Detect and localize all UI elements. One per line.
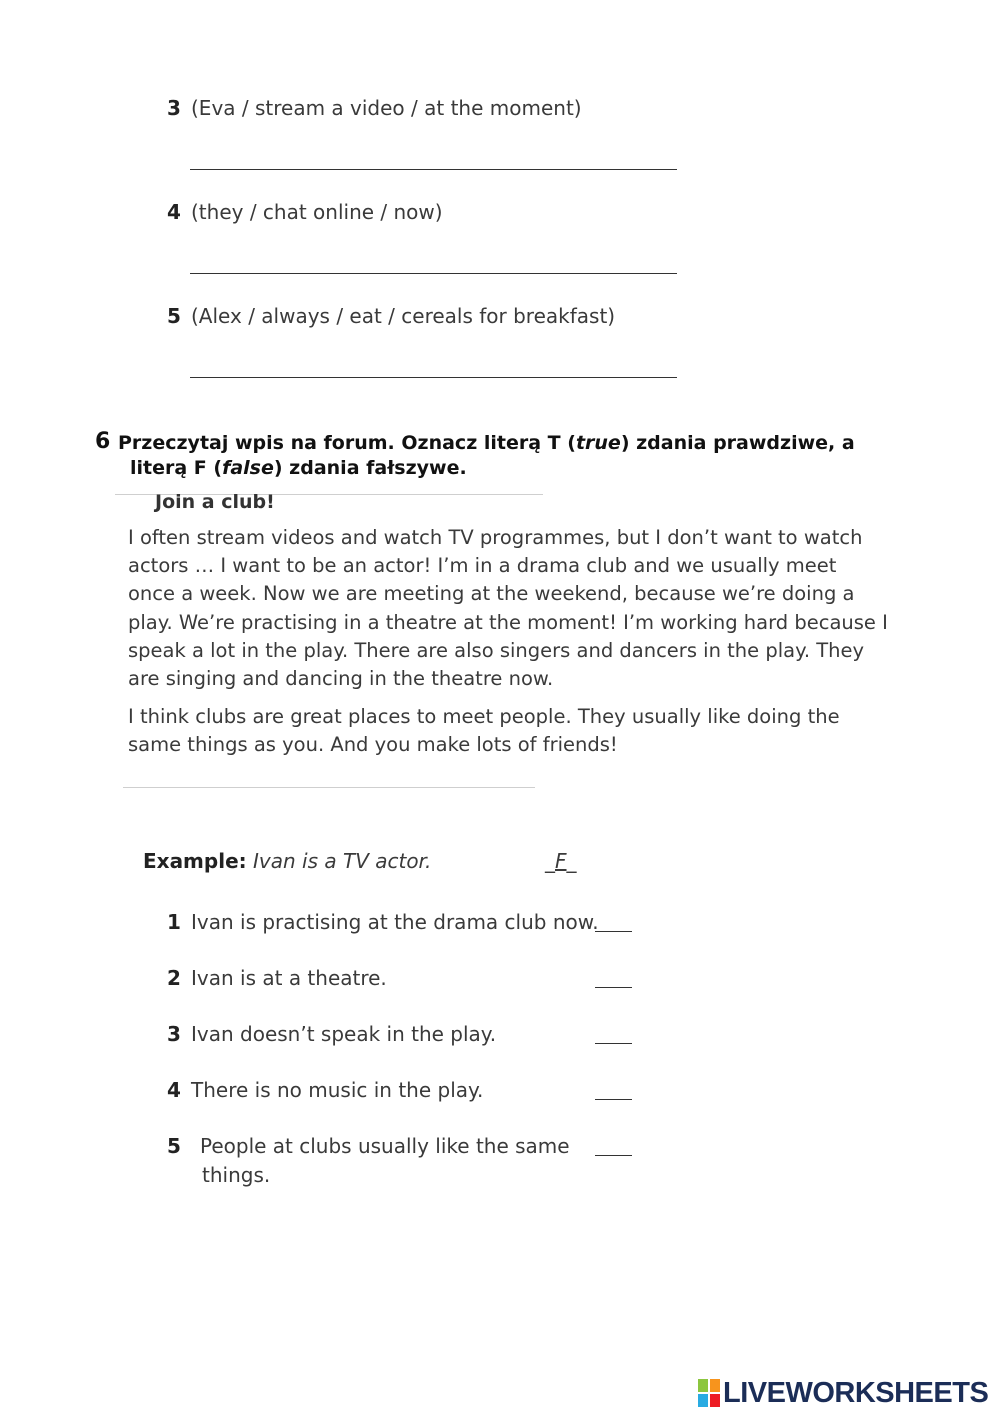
ex6-instruction-line2 [130, 457, 467, 479]
item-prompt: (they / chat online / now) [191, 200, 443, 224]
instruction-true: true [575, 432, 621, 454]
logo-icon [698, 1379, 720, 1407]
ex5-item-4 [167, 198, 443, 226]
example-row [143, 847, 431, 875]
instruction-text: ) zdania fałszywe. [273, 457, 467, 479]
statement-text: Ivan is practising at the drama club now. [191, 910, 599, 934]
instruction-text: literą F ( [130, 457, 223, 479]
instruction-text: ) zdania prawdziwe, a [620, 432, 855, 454]
example-label: Example: [143, 849, 247, 873]
statement-3 [167, 1020, 496, 1048]
item-number: 3 [167, 96, 181, 120]
statement-number: 2 [167, 966, 181, 990]
statement-number: 4 [167, 1078, 181, 1102]
post-bottom-rule [123, 787, 535, 788]
item-number: 4 [167, 200, 181, 224]
item-prompt: (Eva / stream a video / at the moment) [191, 96, 582, 120]
statement-number: 1 [167, 910, 181, 934]
statement-5 [167, 1132, 570, 1160]
statement-1 [167, 908, 599, 936]
statement-text-line1: People at clubs usually like the same [200, 1134, 570, 1158]
ex6-number: 6 [95, 429, 111, 454]
instruction-text: Przeczytaj wpis na forum. Oznacz literą T ( [118, 432, 576, 454]
item-prompt: (Alex / always / eat / cereals for breakfast) [191, 304, 616, 328]
statement-5-answer-blank[interactable] [595, 1155, 632, 1156]
post-title: Join a club! [155, 491, 275, 513]
statement-text: There is no music in the play. [191, 1078, 484, 1102]
item-number: 5 [167, 304, 181, 328]
statement-text: Ivan doesn’t speak in the play. [191, 1022, 497, 1046]
statement-4 [167, 1076, 483, 1104]
statement-5-line2: things. [202, 1163, 271, 1187]
liveworksheets-logo[interactable] [698, 1378, 988, 1408]
ex6-instruction [118, 432, 855, 454]
post-paragraph-1: I often stream videos and watch TV programmes, but I don’t want to watch actors … I want to be an actor! I’m in a drama club and we usually meet once a week. Now we are meeting at the weekend, because we’re doing a play. We’re practising in a theatre at the moment! I’m working hard because I speak a lot in the play. There are also singers and dancers in the play. They are singing and dancing in the theatre now. [128, 526, 888, 691]
ex5-item-5 [167, 302, 615, 330]
example-answer: _F_ [545, 849, 577, 873]
statement-3-answer-blank[interactable] [595, 1043, 632, 1044]
statement-4-answer-blank[interactable] [595, 1099, 632, 1100]
example-answer-letter: F [555, 849, 567, 873]
instruction-false: false [222, 457, 274, 479]
example-sentence: Ivan is a TV actor. [253, 849, 432, 873]
ex5-answer-line-4[interactable] [190, 273, 677, 274]
ex5-answer-line-3[interactable] [190, 169, 677, 170]
statement-2-answer-blank[interactable] [595, 987, 632, 988]
logo-text: LIVEWORKSHEETS [723, 1376, 989, 1409]
statement-number: 5 [167, 1134, 181, 1158]
ex5-item-3 [167, 94, 582, 122]
statement-text: Ivan is at a theatre. [191, 966, 387, 990]
ex5-answer-line-5[interactable] [190, 377, 677, 378]
statement-1-answer-blank[interactable] [595, 931, 632, 932]
statement-number: 3 [167, 1022, 181, 1046]
post-paragraph-2: I think clubs are great places to meet people. They usually like doing the same things as you. And you make lots of friends! [128, 705, 840, 757]
statement-2 [167, 964, 387, 992]
